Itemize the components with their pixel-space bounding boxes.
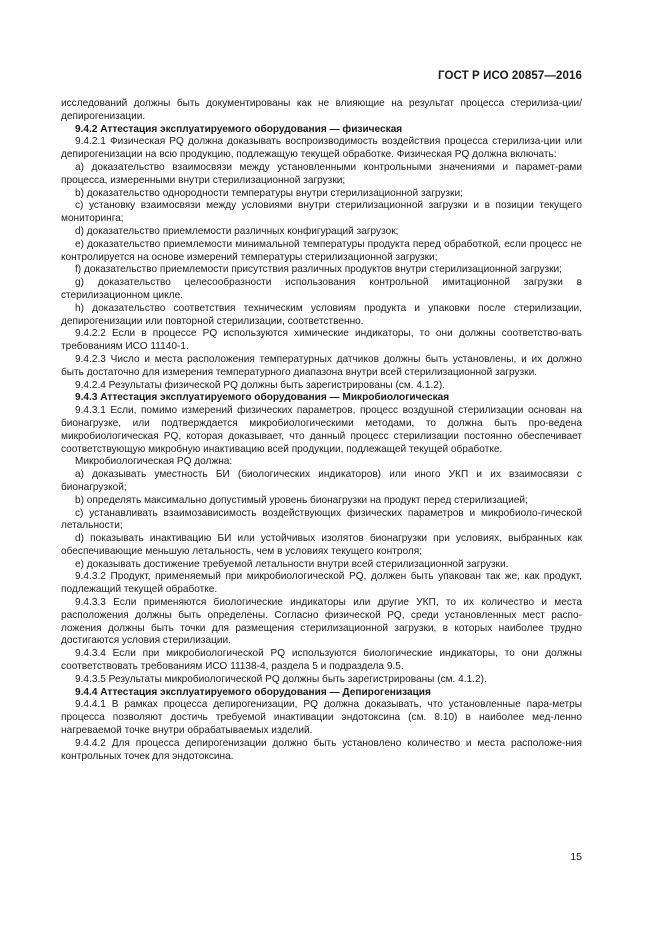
- section-heading: 9.4.4 Аттестация эксплуатируемого оборудования — Депирогенизация: [75, 686, 431, 698]
- paragraph: 9.4.3.4 Если при микробиологической PQ используются биологические индикаторы, то они должны соответствовать требованиям ИСО 11138-4, раздела 5 и подраздела 9.5.: [61, 648, 582, 673]
- paragraph: c) установку взаимосвязи между условиями внутри стерилизационной загрузки и в позиции текущего мониторинга;: [61, 200, 582, 225]
- paragraph: 9.4.4.1 В рамках процесса депирогенизации, PQ должна доказывать, что установленные пара-метры процесса позволяют достичь требуемой инактивации эндотоксина (см. 8.10) в наиболее мед-ленно нагреваемой точке внутри обрабатываемых изделий.: [61, 699, 582, 737]
- paragraph: f) доказательство приемлемости присутствия различных продуктов внутри стерилизационной загрузки;: [75, 264, 562, 276]
- paragraph: a) доказательство взаимосвязи между установленными контрольными значениями и парамет-рами процесса, измеренными внутри стерилизационной загрузки;: [61, 161, 582, 186]
- paragraph: h) доказательство соответствия техническим условиям продукта и упаковки после стерилизации, депирогенизации или повторной стерилизации, соответственно.: [61, 302, 582, 327]
- paragraph: e) доказательство приемлемости минимальной температуры продукта перед обработкой, если процесс не контролируется на основе измерений температуры стерилизационной загрузки;: [61, 238, 582, 263]
- page-number: 15: [570, 851, 582, 863]
- paragraph: b) определять максимально допустимый уровень бионагрузки на продукт перед стерилизацией;: [75, 494, 528, 506]
- paragraph: 9.4.3.1 Если, помимо измерений физических параметров, процесс воздушной стерилизации основан на бионагрузке, или подтверждается микробиологическими методами, то должна быть про-ведена микробиологическая PQ, которая доказывает, что данный процесс стерилизации постоянно обеспечивает соответствующую микробную инактивацию всей продукции, подлежащей текущей обработке.: [61, 405, 582, 455]
- paragraph: 9.4.2.2 Если в процессе PQ используются химические индикаторы, то они должны соответство-вать требованиям ИСО 11140-1.: [61, 328, 582, 353]
- paragraph: d) доказательство приемлемости различных конфигураций загрузок;: [75, 225, 399, 237]
- document-body: [61, 98, 582, 763]
- paragraph: c) устанавливать взаимозависимость воздействующих физических параметров и микробиоло-гической летальности;: [61, 507, 582, 532]
- paragraph: 9.4.2.1 Физическая PQ должна доказывать воспроизводимость воздействия процесса стерилиза-ции или депирогенизации на всю продукцию, подлежащую текущей обработке. Физическая PQ должна включать:: [61, 136, 582, 161]
- paragraph: Микробиологическая PQ должна:: [75, 456, 233, 468]
- paragraph: e) доказывать достижение требуемой летальности внутри всей стерилизационной загрузки.: [75, 558, 509, 570]
- document-header: ГОСТ Р ИСО 20857—2016: [437, 70, 582, 82]
- paragraph: d) показывать инактивацию БИ или устойчивых изолятов бионагрузки при условиях, выбранных как обеспечивающие меньшую летальность, чем в условиях текущего контроля;: [61, 533, 582, 557]
- paragraph: исследований должны быть документированы как не влияющие на результат процесса стерилиза-ции/депирогенизации.: [61, 98, 582, 122]
- paragraph: a) доказывать уместность БИ (биологических индикаторов) или иного УКП и их взаимосвязи с бионагрузкой;: [61, 469, 582, 493]
- section-heading: 9.4.2 Аттестация эксплуатируемого оборудования — физическая: [75, 123, 403, 135]
- paragraph: 9.4.4.2 Для процесса депирогенизации должно быть установлено количество и места расположе-ния контрольных точек для эндотоксина.: [61, 737, 582, 762]
- paragraph: 9.4.3.3 Если применяются биологические индикаторы или другие УКП, то их количество и места расположения должны быть определены. Согласно физической PQ, среди установленных мест распо-ложения должны быть точки для размещения стерилизационной загрузки, в которых наиболее трудно достигаются условия стерилизации.: [61, 597, 582, 647]
- paragraph: 9.4.3.5 Результаты микробиологической PQ должны быть зарегистрированы (см. 4.1.2).: [75, 673, 487, 685]
- paragraph: g) доказательство целесообразности использования контрольной имитационной загрузки в стерилизационном цикле.: [61, 277, 582, 301]
- section-heading: 9.4.3 Аттестация эксплуатируемого оборудования — Микробиологическая: [75, 392, 450, 404]
- paragraph: 9.4.3.2 Продукт, применяемый при микробиологической PQ, должен быть упакован так же, как продукт, подлежащий текущей обработке.: [61, 571, 582, 596]
- paragraph: b) доказательство однородности температуры внутри стерилизационной загрузки;: [75, 187, 463, 199]
- paragraph: 9.4.2.3 Число и места расположения температурных датчиков должны быть установлены, и их должно быть достаточно для измерения температурного диапазона внутри всей стерилизационной загрузки.: [61, 353, 582, 378]
- paragraph: 9.4.2.4 Результаты физической PQ должны быть зарегистрированы (см. 4.1.2).: [75, 379, 446, 391]
